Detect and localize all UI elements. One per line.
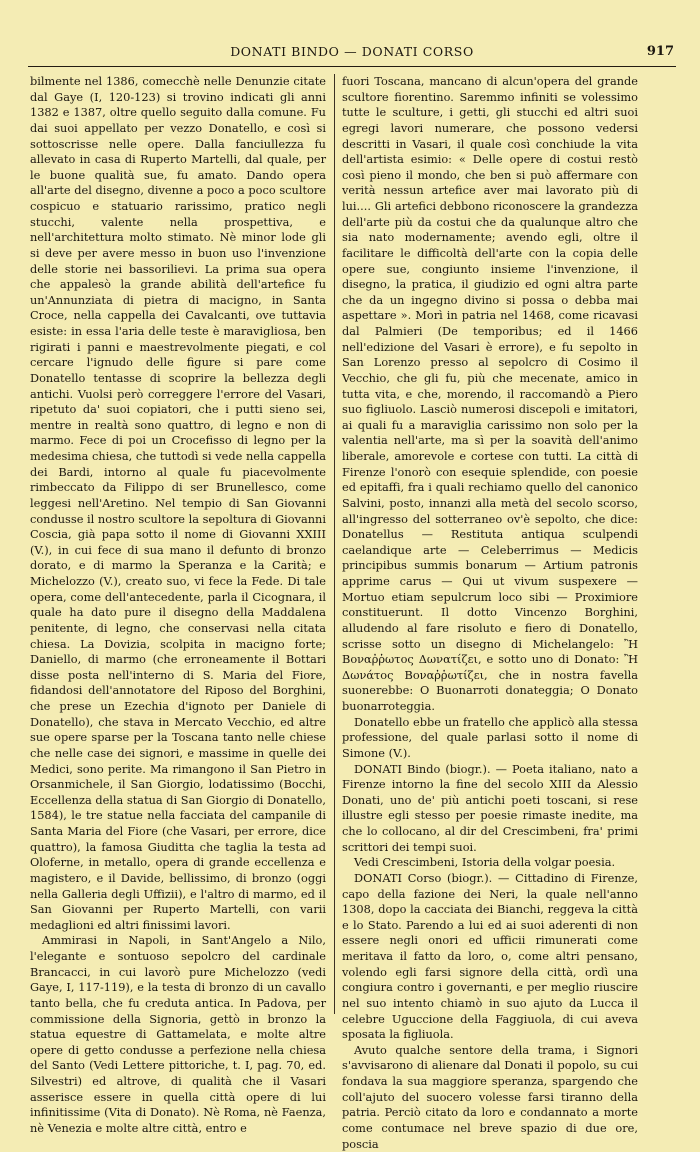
running-title: DONATI BINDO — DONATI CORSO bbox=[230, 44, 474, 59]
donatello-text-continued: bilmente nel 1386, comecchè nelle Denunzie citate dal Gaye (I, 120-123) si trovino indicati gli anni 1382 e 1387, oltre quello seguito dalla comune. Fu dai suoi appellato per vezzo Donatello, e così si sottoscrisse nelle opere. Dalla fanciullezza fu allevato in casa di Ruperto Martelli, dal quale, per le buone qualità sue, fu amato. Dando opera all'arte del disegno, divenne a poco a poco scultore cospicuo e statuario rarissimo, pratico negli stucchi, valente nella prospettiva, e nell'architettura molto stimato. Nè minor lode gli si deve per avere messo in buon uso l'invenzione delle storie nei bassorilievi. La prima sua opera che appalesò la grande abilità dell'artefice fu un'Annunziata di pietra di macigno, in Santa Croce, nella cappella dei Cavalcanti, ove tuttavia esiste: in essa l'aria delle teste è maravigliosa, ben rigirati i panni e maestrevolmente piegati, e col cercare l'ignudo delle figure si pare come Donatello tentasse di scoprire la bellezza degli antichi. Vuolsi però correggere l'errore del Vasari, ripetuto da' suoi copiatori, che i putti sieno sei, mentre in realtà sono quattro, di legno e non di marmo. Fece di poi un Crocefisso di legno per la medesima chiesa, che tuttodì si vede nella cappella dei Bardi, intorno al quale fu piacevolmente rimbeccato da Filippo di ser Brunellesco, come leggesi nell'Aretino. Nel tempio di San Giovanni condusse il nostro scultore la sepoltura di Giovanni Coscia, già papa sotto il nome di Giovanni XXIII (V.), in cui fece di sua mano il defunto di bronzo dorato, e di marmo la Speranza e la Carità; e Michelozzo (V.), creato suo, vi fece la Fede. Di tale opera, come dell'antecedente, parla il Cicognara, il quale ha dato pure il disegno della Maddalena penitente, di legno, che conservasi nella citata chiesa. La Dovizia, scolpita in macigno forte; Daniello, di marmo (che erroneamente il Bottari disse posta nell'interno di S. Maria del Fiore, fidandosi dell'annotatore del Riposo del Borghini, che prese un Ezechia d'ignoto per Daniele di Donatello), che stava in Mercato Vecchio, ed altre sue opere sparse per la Toscana tanto nelle chiese che nelle case dei signori, e massime in quelle dei Medici, sono perite. Ma rimangono il San Pietro in Orsanmichele, il San Giorgio, lodatissimo (Bocchi, Eccellenza della statua di San Giorgio di Donatello, 1584), le tre statue nella facciata del campanile di Santa Maria del Fiore (che Vasari, per errore, dice quattro), la famosa Giuditta che taglia la testa ad Oloferne, in metallo, opera di grande eccellenza e magistero, e il Davide, bellissimo, di bronzo (oggi nella Galleria degli Uffizii), e l'altro di marmo, ed il San Giovanni per Ruperto Martelli, con varii medaglioni ed altri finissimi lavori. bbox=[30, 74, 326, 932]
page-number: 917 bbox=[646, 44, 674, 59]
corso-paragraph-2: Avuto qualche sentore della trama, i Signori s'avvisarono di alienare dal Donati il popolo, su cui fondava la sua maggiore speranza, spargendo che coll'ajuto del suocero volesse farsi tiranno della patria. Perciò citato da loro e condannato a morte come contumace nel breve spazio di due ore, poscia bbox=[342, 1042, 638, 1151]
entry-donati-bindo: DONATI Bindo (biogr.). — Poeta italiano, nato a Firenze intorno la fine del secolo XIII da Alessio Donati, uno de' più antichi poeti toscani, si rese illustre egli stesso per poesie rimaste inedite, ma che lo collocano, al dir del Crescimbeni, fra' primi scrittori dei tempi suoi. bbox=[342, 761, 638, 854]
donatello-brother-paragraph: Donatello ebbe un fratello che applicò alla stessa professione, del quale parlasi sotto il nome di Simone (V.). bbox=[342, 714, 638, 760]
donatello-works-paragraph: Ammirasi in Napoli, in Sant'Angelo a Nilo, l'elegante e sontuoso sepolcro del cardinale Brancacci, in cui lavorò pure Michelozzo (vedi Gaye, I, 117-119), e la testa di bronzo di un cavallo tanto bella, che fu creduta antica. In Padova, per commissione della Signoria, gettò in bronzo la statua equestre di Gattamelata, e molte altre opere di getto condusse a perfezione nella chiesa del Santo (Vedi Lettere pittoriche, t. I, pag. 70, ed. Silvestri) ed altrove, di qualità che il Vasari asserisce essere in quella città opere di lui infinitissime (Vita di Donato). Nè Roma, nè Faenza, nè Venezia e molte altre città, entro e bbox=[30, 933, 326, 1135]
bindo-reference: Vedi Crescimbeni, Istoria della volgar poesia. bbox=[354, 855, 616, 870]
page-header bbox=[28, 44, 676, 67]
left-column bbox=[30, 74, 326, 1135]
column-divider bbox=[334, 74, 335, 1014]
donatello-text-end: fuori Toscana, mancano di alcun'opera del grande scultore fiorentino. Saremmo infiniti se volessimo tutte le sculture, i getti, gli stucchi ed altri suoi egregi lavori numerare, che possono vedersi descritti in Vasari, il quale così conchiude la vita dell'artista esimio: « Delle opere di costui restò così pieno il mondo, che ben si può affermare con verità nessun artefice aver mai lavorato più di lui.... Gli artefici debbono riconoscere la grandezza dell'arte più da costui che da qualunque altro che sia nato modernamente; avendo egli, oltre il facilitare le difficoltà dell'arte con la copia delle opere sue, congiunto insieme l'invenzione, il disegno, la pratica, il giudizio ed ogni altra parte che da un ingegno divino si possa o debba mai aspettare ». Morì in patria nel 1468, come ricavasi dal Palmieri (De temporibus; ed il 1466 nell'edizione del Vasari è errore), e fu sepolto in San Lorenzo presso al sepolcro di Cosimo il Vecchio, che gli fu, più che mecenate, amico in tutta vita, e che, morendo, il raccomandò a Piero suo figliuolo. Lasciò numerosi discepoli e imitatori, ai quali fu a maraviglia carissimo non solo per la valentia nell'arte, ma sì per la soavità dell'animo liberale, amorevole e cortese con tutti. La città di Firenze l'onorò con esequie splendide, con poesie ed epitaffi, fra i quali rechiamo quello del canonico Salvini, posto, innanzi alla metà del secolo scorso, all'ingresso del sotterraneo ov'è sepolto, che dice: Donatellus — Restituta antiqua sculpendi caelandique arte — Celeberrimus — Medicis principibus summis bonarum — Artium patronis apprime carus — Qui ut vivum suspexere — Mortuo etiam sepulcrum loco sibi — Proximiore constituerunt. Il dotto Vincenzo Borghini, alludendo al fare risoluto e fiero di Donatello, scrisse sotto un disegno di Michelangelo: Ἢ Βοναῤῥωτος Δωνατίζει, e sotto uno di Donato: Ἢ Δωνάτος Βοναῤῥωτίζει, che in nostra favella suonerebbe: O Buonarroti donateggia; O Donato buonarroteggia. bbox=[342, 74, 638, 713]
entry-donati-corso: DONATI Corso (biogr.). — Cittadino di Firenze, capo della fazione dei Neri, la quale nell'anno 1308, dopo la cacciata dei Bianchi, reggeva la città e lo Stato. Parendo a lui ed ai suoi aderenti di non essere negli onori ed ufficii rimunerati come meritava il fatto da loro, o, come altri pensano, volendo egli farsi signore della città, ordì una congiura contro i governanti, e per meglio riuscire nel suo intento chiamò in suo ajuto da Lucca il celebre Uguccione della Faggiuola, di cui aveva sposata la figliuola. bbox=[342, 870, 638, 1042]
right-column bbox=[342, 74, 638, 1151]
